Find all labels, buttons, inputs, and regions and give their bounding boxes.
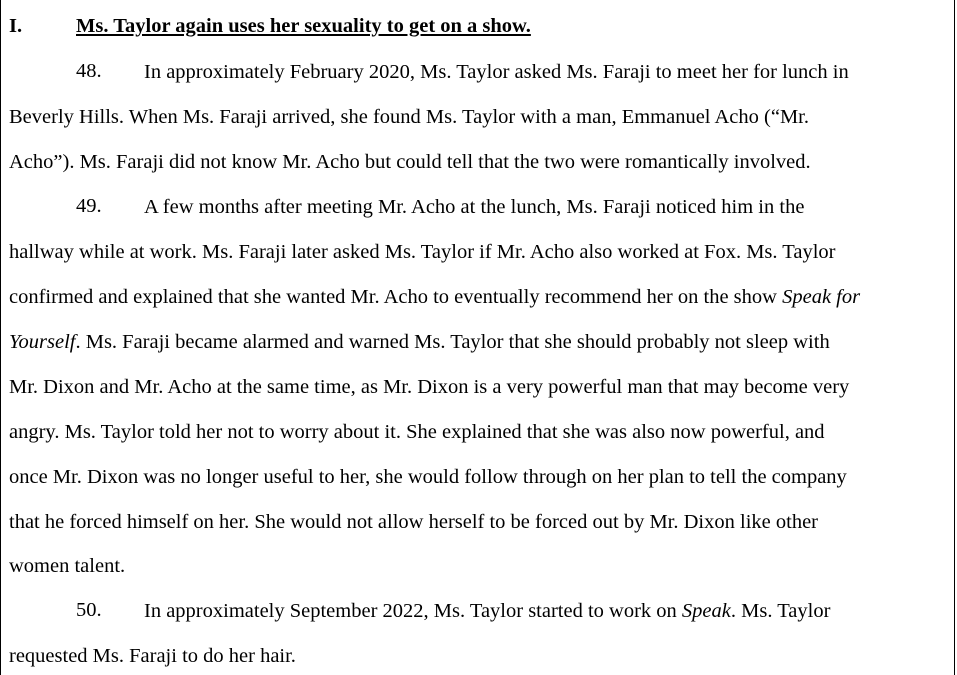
show-title-yourself: Yourself [9,331,76,353]
paragraph-49-line-6: angry. Ms. Taylor told her not to worry about it. She explained that she was also now powerful, and [9,421,825,443]
paragraph-49-line-3-text: confirmed and explained that she wanted Mr. Acho to eventually recommend her on the show [9,286,783,308]
paragraph-49-line-2: hallway while at work. Ms. Faraji later asked Ms. Taylor if Mr. Acho also worked at Fox. Ms. Taylor [9,241,836,263]
paragraph-49-line-5: Mr. Dixon and Mr. Acho at the same time, as Mr. Dixon is a very powerful man that may become very [9,376,850,398]
paragraph-50-line-1 [144,599,830,623]
paragraph-49-line-9: women talent. [9,555,126,577]
paragraph-48-line-2: Beverly Hills. When Ms. Faraji arrived, she found Ms. Taylor with a man, Emmanuel Acho (“Mr. [9,106,810,128]
show-title-speak-for: Speak for [782,286,861,308]
paragraph-49-line-3 [9,285,860,309]
section-title: Ms. Taylor again uses her sexuality to get on a show. [76,15,531,37]
paragraph-49-line-4 [9,330,830,354]
paragraph-50-line-1-text: In approximately September 2022, Ms. Taylor started to work on [144,600,682,622]
paragraph-49-line-4-text: . Ms. Faraji became alarmed and warned Ms. Taylor that she should probably not sleep with [75,331,830,353]
paragraph-49-line-7: once Mr. Dixon was no longer useful to her, she would follow through on her plan to tell the company [9,466,847,488]
paragraph-50-line-2: requested Ms. Faraji to do her hair. [9,645,296,667]
paragraph-number-48: 48. [76,60,102,82]
show-title-speak: Speak [681,600,731,622]
paragraph-49-line-1: A few months after meeting Mr. Acho at the lunch, Ms. Faraji noticed him in the [144,196,805,218]
paragraph-50-line-1-tail: . Ms. Taylor [730,600,831,622]
paragraph-48-line-1: In approximately February 2020, Ms. Taylor asked Ms. Faraji to meet her for lunch in [144,61,849,83]
paragraph-number-49: 49. [76,195,102,217]
paragraph-49-line-8: that he forced himself on her. She would not allow herself to be forced out by Mr. Dixon like other [9,511,818,533]
section-number: I. [9,15,23,37]
paragraph-48-line-3: Acho”). Ms. Faraji did not know Mr. Acho but could tell that the two were romantically involved. [9,151,811,173]
paragraph-number-50: 50. [76,599,102,621]
